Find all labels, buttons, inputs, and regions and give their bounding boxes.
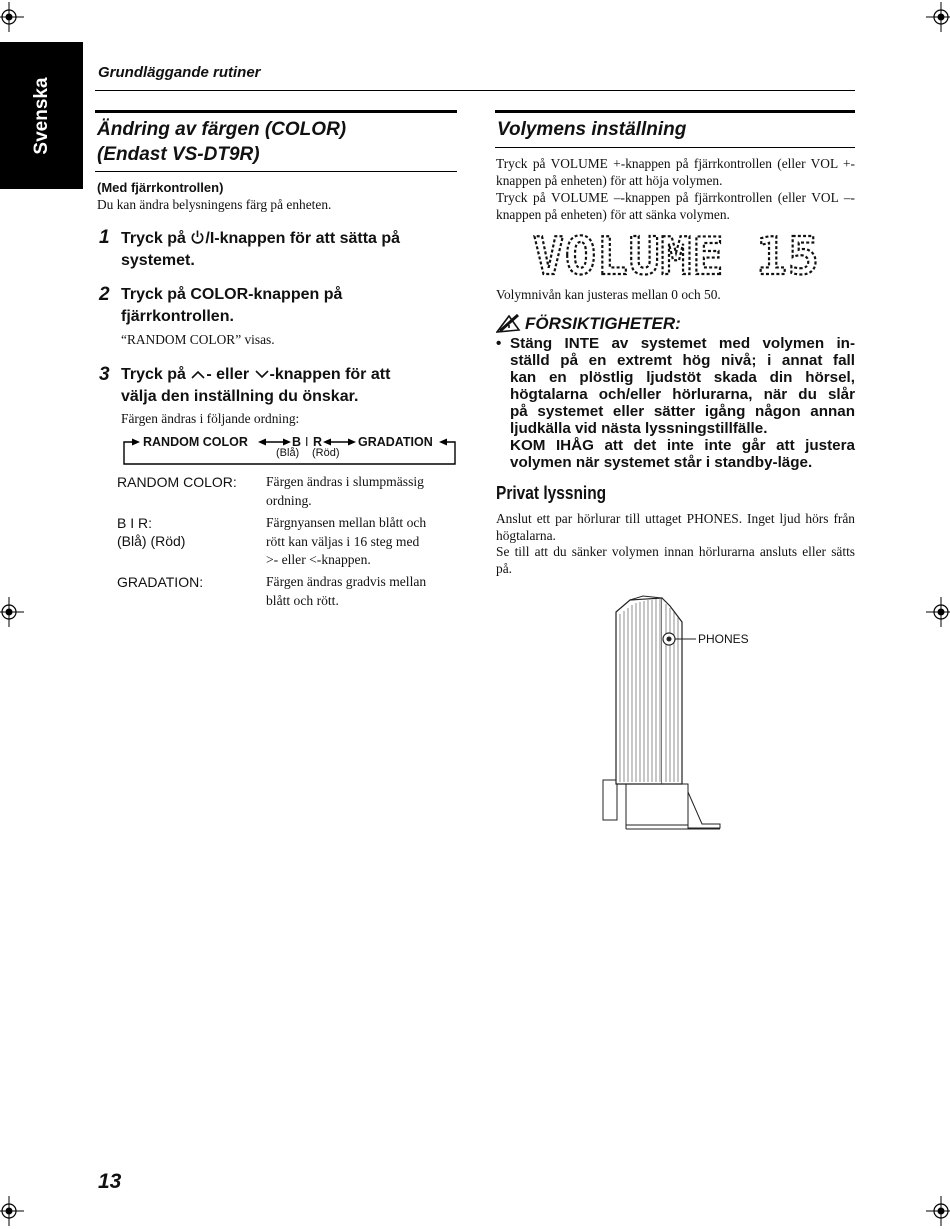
caution-line: på systemet eller sätter igång någon annan — [510, 403, 855, 420]
registration-mark-bottom-left — [0, 1196, 24, 1226]
definition-random-line2: ordning. — [266, 493, 312, 508]
caution-line: högtalarna och/eller hörlurarna, när du slår — [510, 386, 855, 403]
registration-mark-mid-left — [0, 597, 24, 627]
step-1-text — [121, 228, 451, 272]
caution-block — [510, 335, 855, 471]
sequence-r-subtitle: (Röd) — [312, 447, 340, 459]
step-3-text-c: -knappen för att — [269, 366, 391, 383]
right-heading-top-rule — [495, 110, 855, 113]
left-section-heading-line1: Ändring av färgen (COLOR) — [97, 119, 347, 140]
private-listening-text-2: Se till att du sänker volymen innan hörlurarna ansluts eller sätts på. — [496, 544, 855, 576]
step-3-text-a: Tryck på — [121, 366, 191, 383]
definition-term-random: RANDOM COLOR: — [117, 474, 237, 490]
definition-gradation-line2: blått och rött. — [266, 593, 339, 608]
caution-line: volymen när systemet står i standby-läge. — [510, 454, 813, 471]
header-divider — [95, 90, 855, 91]
definition-br-line1: Färgnyansen mellan blått och — [266, 515, 427, 530]
left-heading-bottom-rule — [95, 171, 457, 172]
down-arrow-icon — [254, 368, 270, 380]
power-standby-icon — [190, 229, 205, 245]
sequence-b: B — [292, 435, 302, 449]
step-3-number: 3 — [99, 364, 110, 385]
caution-line: ställd på en extremt hög nivå; i annat fall — [510, 352, 855, 369]
step-2-text — [121, 284, 451, 328]
sequence-gradation: GRADATION — [358, 435, 433, 449]
step-2-text-b: fjärrkontrollen. — [121, 308, 234, 325]
section-header-title: Grundläggande rutiner — [98, 64, 261, 81]
step-1-text-b: /I-knappen för att sätta på — [205, 230, 401, 247]
definition-random-line1: Färgen ändras i slumpmässig — [266, 474, 424, 489]
caution-line: ljudkälla vid nästa lyssningstillfälle. — [510, 420, 768, 437]
volume-up-text: Tryck på VOLUME +-knappen på fjärrkontrollen (eller VOL +-knappen på enheten) för att höja volymen. — [496, 156, 855, 188]
language-tab-label: Svenska — [31, 77, 52, 155]
step-3-text-d: välja den inställning du önskar. — [121, 388, 359, 405]
speaker-tower-illustration — [598, 592, 728, 832]
right-heading-bottom-rule — [495, 147, 855, 148]
caution-bullet: • — [496, 335, 502, 352]
registration-mark-mid-right — [926, 597, 950, 627]
step-2-text-a: Tryck på COLOR-knappen på — [121, 286, 343, 303]
definition-term-br-sub: (Blå) (Röd) — [117, 533, 186, 549]
caution-pen-icon — [496, 313, 522, 333]
registration-mark-top-left — [0, 2, 24, 32]
step-3-note: Färgen ändras i följande ordning: — [121, 411, 300, 426]
private-listening-heading: Privat lyssning — [496, 483, 607, 503]
color-intro-text: Du kan ändra belysningens färg på enheten. — [97, 197, 332, 212]
left-section-heading-line2: (Endast VS-DT9R) — [97, 144, 260, 165]
private-listening-text-1: Anslut ett par hörlurar till uttaget PHONES. Inget ljud hörs från högtalarna. — [496, 511, 855, 543]
definition-br-line2: rött kan väljas i 16 steg med — [266, 534, 420, 549]
volume-down-text: Tryck på VOLUME –-knappen på fjärrkontrollen (eller VOL –-knappen på enheten) för att sänka volymen. — [496, 190, 855, 222]
step-1-text-a: Tryck på — [121, 230, 191, 247]
sequence-random-color: RANDOM COLOR — [143, 435, 248, 449]
registration-mark-bottom-right — [926, 1196, 950, 1226]
up-arrow-icon — [190, 368, 206, 380]
sequence-b-subtitle: (Blå) — [276, 447, 300, 459]
volume-range-note: Volymnivån kan justeras mellan 0 och 50. — [496, 287, 721, 302]
remote-control-note: (Med fjärrkontrollen) — [97, 180, 224, 195]
page-number: 13 — [98, 1170, 122, 1193]
step-1-number: 1 — [99, 227, 110, 248]
caution-line: kan en plöstlig ljudstöt skada din hörsel, — [510, 369, 855, 386]
definition-term-gradation: GRADATION: — [117, 574, 204, 590]
language-side-tab — [0, 42, 83, 189]
left-heading-top-rule — [95, 110, 457, 113]
step-3-text — [121, 364, 451, 408]
phones-jack-label: PHONES — [698, 632, 749, 646]
definition-br-line3: >- eller <-knappen. — [266, 552, 371, 567]
right-section-heading: Volymens inställning — [497, 119, 687, 140]
sequence-r: R — [313, 435, 323, 449]
step-3-text-b: - eller — [206, 366, 254, 383]
step-2-number: 2 — [99, 284, 110, 305]
definition-term-br: B I R: — [117, 515, 153, 531]
volume-display-readout — [533, 234, 823, 280]
step-1-text-c: systemet. — [121, 252, 195, 269]
caution-line: Stäng INTE av systemet med volymen in- — [510, 335, 855, 352]
volume-display-text: VOLUME 15 — [533, 234, 819, 280]
sequence-separator: I — [305, 435, 309, 449]
definition-gradation-line1: Färgen ändras gradvis mellan — [266, 574, 427, 589]
registration-mark-top-right — [926, 2, 950, 32]
caution-title: FÖRSIKTIGHETER: — [525, 314, 681, 333]
caution-line: KOM IHÅG att det inte inte går att justera — [510, 437, 855, 454]
step-2-note: “RANDOM COLOR” visas. — [121, 332, 275, 347]
